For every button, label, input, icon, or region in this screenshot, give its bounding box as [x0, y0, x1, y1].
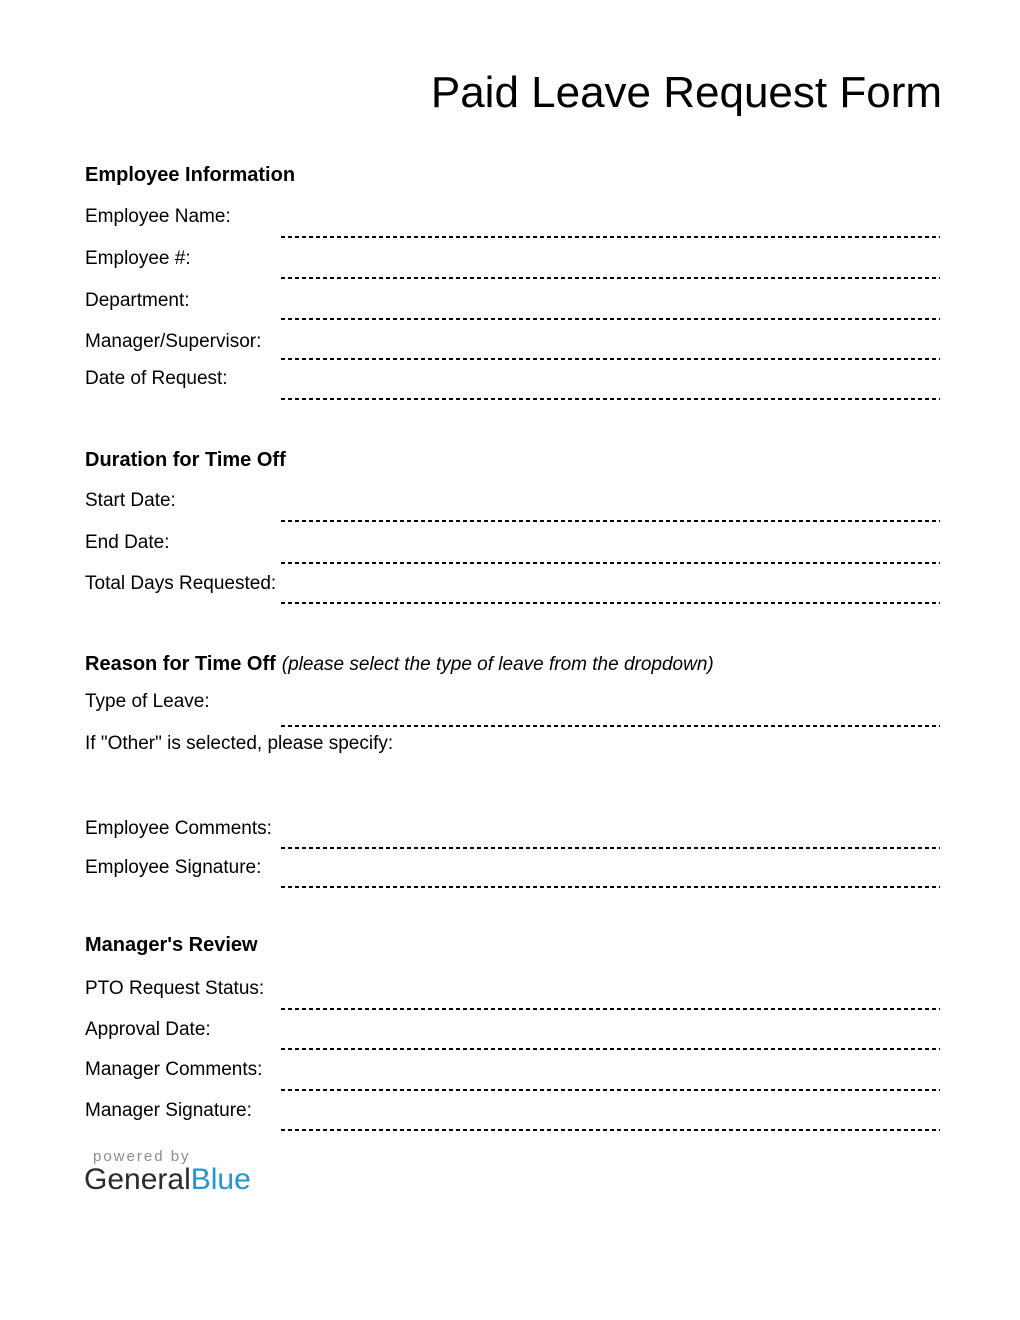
brand-blue-text: Blue: [190, 1163, 251, 1196]
reason-heading-text: Reason for Time Off: [85, 653, 276, 675]
date-of-request-label: Date of Request:: [85, 368, 228, 389]
field-row: [85, 978, 940, 1010]
manager-signature-label: Manager Signature:: [85, 1100, 252, 1121]
field-row: [85, 857, 940, 888]
page-title: Paid Leave Request Form: [430, 68, 942, 117]
field-row: [85, 1019, 940, 1050]
brand-general-text: General: [84, 1163, 191, 1196]
manager-supervisor-line[interactable]: [281, 358, 940, 360]
start-date-line[interactable]: [281, 520, 940, 522]
field-row: [85, 532, 940, 564]
total-days-requested-label: Total Days Requested:: [85, 573, 277, 594]
field-row: [85, 1100, 940, 1131]
employee-name-line[interactable]: [281, 236, 940, 238]
department-line[interactable]: [281, 318, 940, 320]
other-specify-instruction: If "Other" is selected, please specify:: [85, 733, 394, 754]
field-row: [85, 248, 940, 279]
end-date-line[interactable]: [281, 562, 940, 564]
manager-signature-line[interactable]: [281, 1129, 940, 1131]
type-of-leave-label: Type of Leave:: [85, 691, 210, 712]
total-days-requested-line[interactable]: [281, 602, 940, 604]
employee-comments-line[interactable]: [281, 847, 940, 849]
field-row: [85, 691, 940, 727]
type-of-leave-dropdown-line[interactable]: [281, 725, 940, 727]
section-heading-manager-review: Manager's Review: [85, 934, 258, 956]
end-date-label: End Date:: [85, 532, 170, 553]
start-date-label: Start Date:: [85, 490, 176, 511]
employee-signature-label: Employee Signature:: [85, 857, 262, 878]
employee-number-label: Employee #:: [85, 248, 191, 269]
pto-request-status-line[interactable]: [281, 1008, 940, 1010]
pto-request-status-label: PTO Request Status:: [85, 978, 265, 999]
field-row: [85, 818, 940, 849]
manager-comments-label: Manager Comments:: [85, 1059, 263, 1080]
section-heading-reason: [85, 652, 714, 677]
field-row: [85, 490, 940, 522]
employee-name-label: Employee Name:: [85, 206, 231, 227]
generalblue-logo: [84, 1164, 251, 1196]
section-heading-duration: Duration for Time Off: [85, 449, 286, 471]
field-row: [85, 331, 940, 360]
department-label: Department:: [85, 290, 190, 311]
field-row: [85, 206, 940, 238]
date-of-request-line[interactable]: [281, 398, 940, 400]
reason-heading-note: (please select the type of leave from the dropdown): [281, 654, 714, 675]
employee-number-line[interactable]: [281, 277, 940, 279]
approval-date-label: Approval Date:: [85, 1019, 211, 1040]
field-row: [85, 290, 940, 320]
powered-by-text: powered by: [93, 1148, 191, 1165]
section-heading-employee-information: Employee Information: [85, 164, 296, 186]
manager-supervisor-label: Manager/Supervisor:: [85, 331, 262, 352]
approval-date-line[interactable]: [281, 1048, 940, 1050]
manager-comments-line[interactable]: [281, 1089, 940, 1091]
field-row: [85, 368, 940, 400]
employee-signature-line[interactable]: [281, 886, 940, 888]
field-row: [85, 573, 940, 604]
employee-comments-label: Employee Comments:: [85, 818, 272, 839]
field-row: [85, 1059, 940, 1091]
